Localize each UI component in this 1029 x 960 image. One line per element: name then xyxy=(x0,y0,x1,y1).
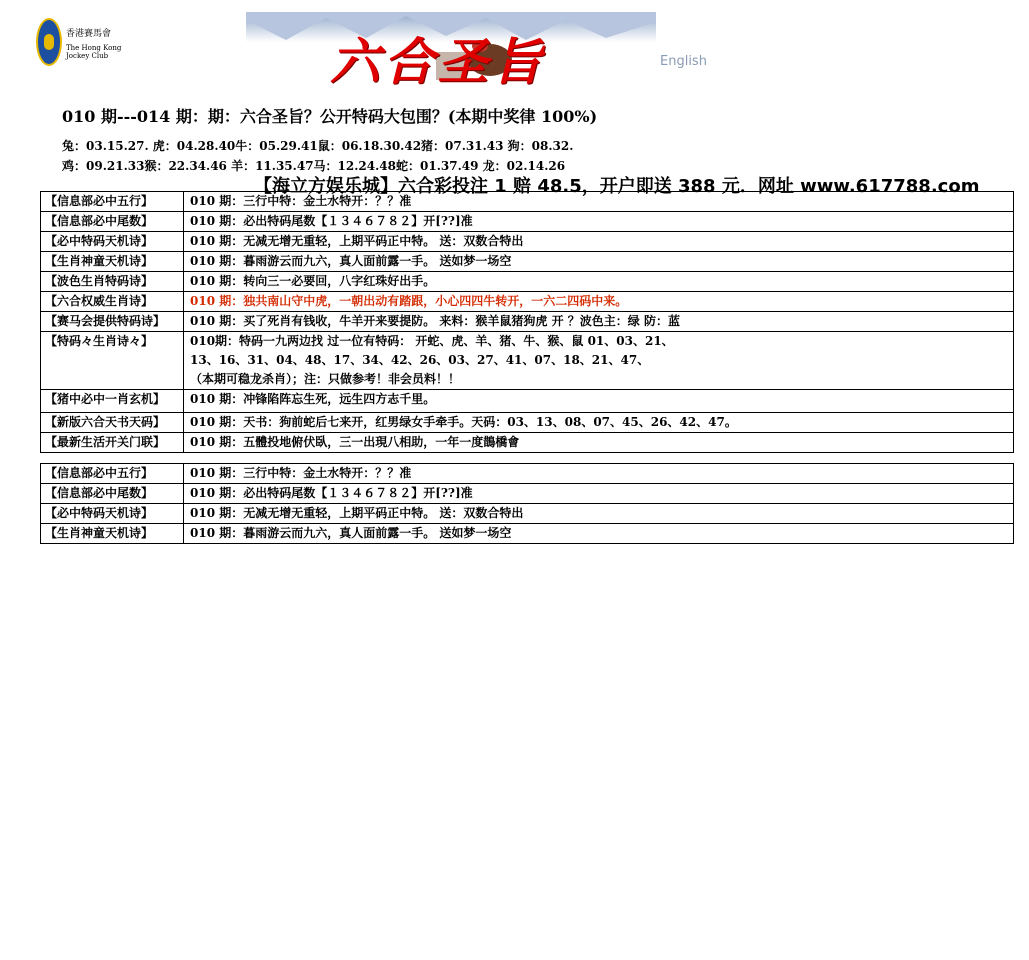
row-content-highlighted: 010 期：独共南山守中虎，一朝出动有踏跟，小心四四牛转开，一六二四码中来。 xyxy=(184,292,1014,312)
row-label: 【必中特码天机诗】 xyxy=(41,232,184,252)
table-row xyxy=(41,212,1014,232)
row-content: 010 期：必出特码尾数【１３４６７８２】开[??]准 xyxy=(184,484,1014,504)
english-link[interactable]: English xyxy=(660,54,707,69)
table-row xyxy=(41,272,1014,292)
row-label: 【最新生活开关门联】 xyxy=(41,433,184,453)
logo-chinese-name: 香港賽馬會 xyxy=(66,29,112,39)
table-row xyxy=(41,413,1014,433)
content-line: （本期可稳龙杀肖）；注：只做参考！非会员料！！ xyxy=(190,372,461,386)
row-label: 【特码々生肖诗々】 xyxy=(41,332,184,390)
site-title: 六合圣旨 xyxy=(330,32,546,91)
hkjc-logo[interactable] xyxy=(36,18,146,68)
row-label: 【信息部必中五行】 xyxy=(41,464,184,484)
row-label: 【信息部必中五行】 xyxy=(41,192,184,212)
row-label: 【必中特码天机诗】 xyxy=(41,504,184,524)
row-content: 010 期：三行中特：金土水特开：？？准 xyxy=(184,464,1014,484)
row-label: 【生肖神童天机诗】 xyxy=(41,524,184,544)
jockey-club-emblem-icon xyxy=(36,18,62,66)
table-row xyxy=(41,524,1014,544)
prediction-table-1 xyxy=(40,191,1014,453)
ad-banner-link[interactable]: 【海立方娱乐城】六合彩投注 1 赔 48.5，开户即送 388 元．网址 www.617788.com xyxy=(254,176,980,197)
row-content: 010 期：冲锋陷阵忘生死，远生四方志千里。 xyxy=(184,390,1014,413)
row-content: 010 期：天书：狗前蛇后七来开，红男绿女手牵手。天码：03、13、08、07、45、26、42、47。 xyxy=(184,413,1014,433)
table-row xyxy=(41,484,1014,504)
row-content: 010 期：无减无增无重轻，上期平码正中特。 送：双数合特出 xyxy=(184,232,1014,252)
table-row xyxy=(41,433,1014,453)
content-line: 010期：特码一九两边找 过一位有特码： 开蛇、虎、羊、猪、牛、猴、鼠 01、03、21、 xyxy=(190,334,674,348)
row-label: 【信息部必中尾数】 xyxy=(41,484,184,504)
logo-english-name: The Hong Kong Jockey Club xyxy=(66,44,122,60)
row-label: 【六合权威生肖诗】 xyxy=(41,292,184,312)
row-content: 010 期：转向三一必要回，八字红珠好出手。 xyxy=(184,272,1014,292)
zodiac-numbers-line-1: 兔：03.15.27. 虎：04.28.40牛：05.29.41鼠：06.18.30.42猪：07.31.43 狗：08.32. xyxy=(62,139,574,153)
row-content: 010 期：买了死肖有钱收，牛羊开来要提防。 来料：猴羊鼠猪狗虎 开 ？波色主：绿 防：蓝 xyxy=(184,312,1014,332)
zodiac-numbers-line-2: 鸡：09.21.33猴：22.34.46 羊：11.35.47马：12.24.48蛇：01.37.49 龙：02.14.26 xyxy=(62,159,566,173)
row-content: 010 期：三行中特：金土水特开：？？准 xyxy=(184,192,1014,212)
table-row xyxy=(41,192,1014,212)
table-row xyxy=(41,464,1014,484)
table-row xyxy=(41,292,1014,312)
table-row xyxy=(41,252,1014,272)
row-label: 【新版六合天书天码】 xyxy=(41,413,184,433)
prediction-table-2 xyxy=(40,463,1014,544)
row-label: 【猪中必中一肖玄机】 xyxy=(41,390,184,413)
table-row xyxy=(41,232,1014,252)
row-content: 010 期：无减无增无重轻，上期平码正中特。 送：双数合特出 xyxy=(184,504,1014,524)
row-label: 【波色生肖特码诗】 xyxy=(41,272,184,292)
content-line: 13、16、31、04、48、17、34、42、26、03、27、41、07、18、21、47、 xyxy=(190,353,650,367)
row-content: 010 期：暮雨游云而九六，真人面前露一手。 送如梦一场空 xyxy=(184,252,1014,272)
table-row xyxy=(41,312,1014,332)
row-label: 【赛马会提供特码诗】 xyxy=(41,312,184,332)
row-content: 010 期：必出特码尾数【１３４６７８２】开[??]准 xyxy=(184,212,1014,232)
page-headline: 010 期---014 期：期：六合圣旨？公开特码大包围？(本期中奖律 100%) xyxy=(62,107,598,126)
row-label: 【生肖神童天机诗】 xyxy=(41,252,184,272)
row-content: 010 期：五體投地俯伏臥，三一出現八相助，一年一度鵲橋會 xyxy=(184,433,1014,453)
row-label: 【信息部必中尾数】 xyxy=(41,212,184,232)
table-row xyxy=(41,332,1014,390)
row-content: 010 期：暮雨游云而九六，真人面前露一手。 送如梦一场空 xyxy=(184,524,1014,544)
table-row xyxy=(41,390,1014,413)
row-content-multiline xyxy=(184,332,1014,390)
table-row xyxy=(41,504,1014,524)
